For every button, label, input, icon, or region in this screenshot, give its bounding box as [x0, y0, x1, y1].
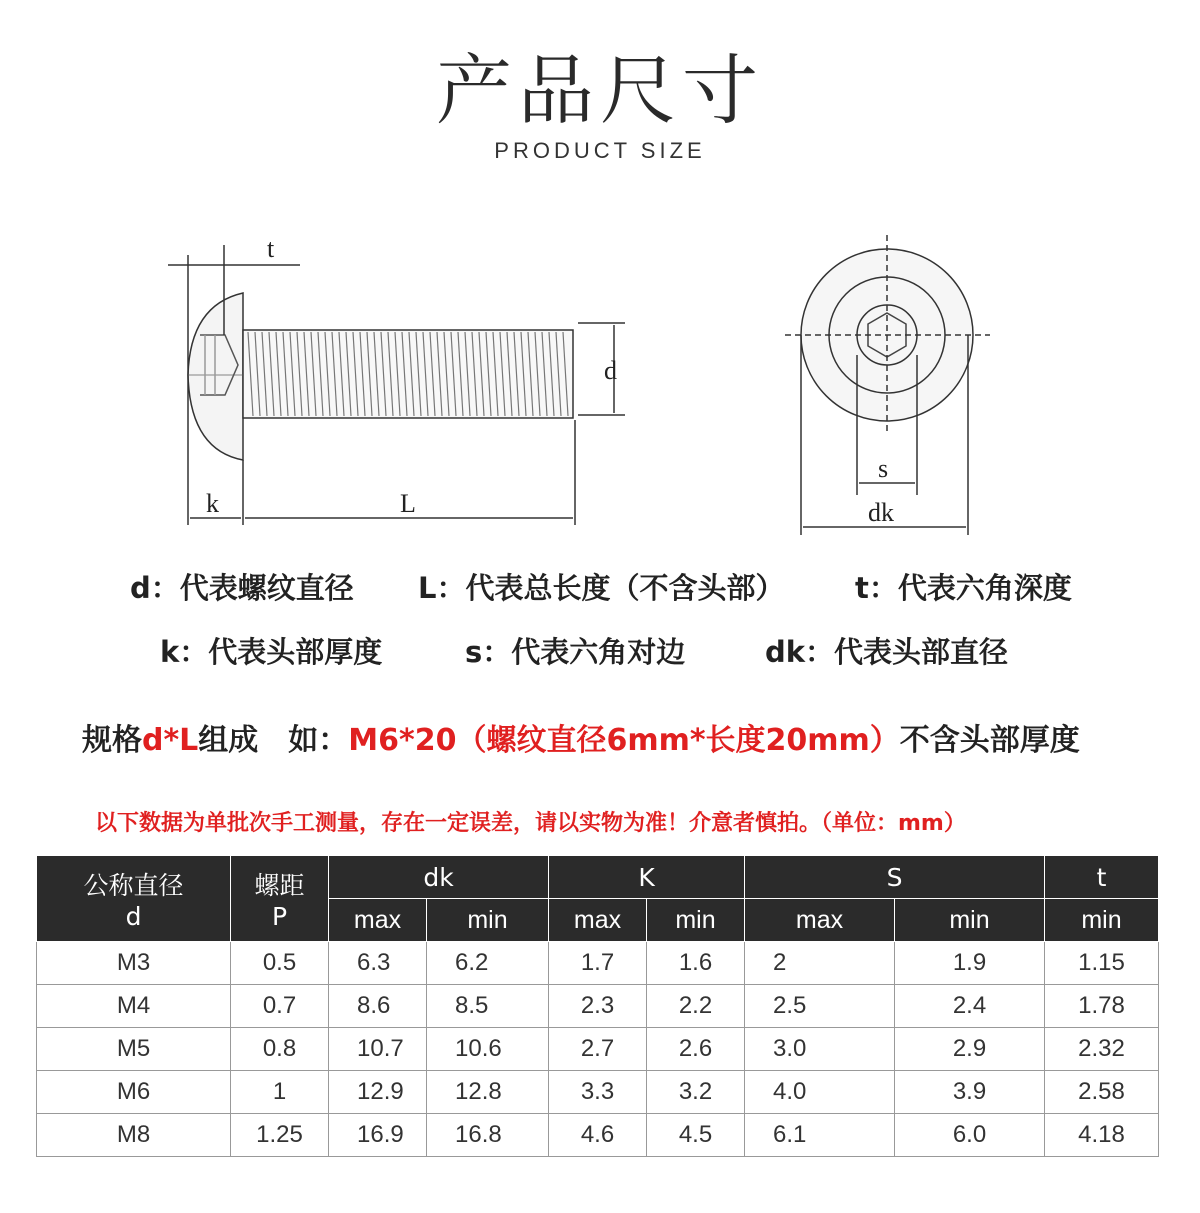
table-cell: 10.7: [329, 1028, 427, 1071]
table-cell: 4.0: [745, 1071, 895, 1114]
table-header-row-1: [37, 856, 1159, 899]
table-body: [37, 942, 1159, 1157]
table-cell: M8: [37, 1114, 231, 1157]
table-cell: 3.0: [745, 1028, 895, 1071]
legend-d: d：代表螺纹直径: [130, 571, 354, 605]
measurement-note: 以下数据为单批次手工测量，存在一定误差，请以实物为准！介意者慎拍。（单位：mm）: [95, 811, 966, 836]
dim-label-k: k: [206, 489, 219, 518]
header-nominal-sub: d: [125, 902, 142, 931]
spec-prefix: 规格: [82, 723, 142, 758]
dim-label-L: L: [400, 489, 416, 518]
spec-example: M6*20（螺纹直径6mm*长度20mm）: [348, 723, 900, 758]
header-dk-min: min: [427, 899, 549, 942]
table-cell: 2.6: [647, 1028, 745, 1071]
legend-t: t：代表六角深度: [855, 571, 1072, 605]
table-cell: 6.3: [329, 942, 427, 985]
table-cell: 10.6: [427, 1028, 549, 1071]
table-cell: 2.7: [549, 1028, 647, 1071]
table-cell: M4: [37, 985, 231, 1028]
table-row: [37, 1028, 1159, 1071]
header-dk: dk: [329, 856, 549, 899]
table-cell: 2.32: [1045, 1028, 1159, 1071]
header-t: t: [1045, 856, 1159, 899]
page-title: 产品尺寸: [436, 46, 764, 135]
table-cell: 1.7: [549, 942, 647, 985]
table-cell: 2.5: [745, 985, 895, 1028]
table-cell: 1: [231, 1071, 329, 1114]
table-cell: 3.3: [549, 1071, 647, 1114]
table-cell: 2.58: [1045, 1071, 1159, 1114]
table-cell: 8.5: [427, 985, 549, 1028]
table-cell: 6.2: [427, 942, 549, 985]
header-nominal-diameter: [37, 856, 231, 942]
table-cell: 2.9: [895, 1028, 1045, 1071]
table-cell: 16.8: [427, 1114, 549, 1157]
header-S-max: max: [745, 899, 895, 942]
header-nominal-label: 公称直径: [83, 871, 184, 900]
table-cell: 1.25: [231, 1114, 329, 1157]
spec-suffix: 不含头部厚度: [899, 723, 1080, 758]
dim-label-t: t: [267, 234, 275, 263]
table-cell: 1.15: [1045, 942, 1159, 985]
table-row: [37, 985, 1159, 1028]
dim-label-dk: dk: [868, 498, 894, 527]
page-subtitle: PRODUCT SIZE: [494, 138, 706, 163]
header-t-min: min: [1045, 899, 1159, 942]
table-cell: 8.6: [329, 985, 427, 1028]
table-cell: 16.9: [329, 1114, 427, 1157]
table-cell: M3: [37, 942, 231, 985]
dim-label-s: s: [878, 454, 889, 483]
table-cell: 1.78: [1045, 985, 1159, 1028]
dim-label-d: d: [604, 356, 617, 385]
table-cell: 0.5: [231, 942, 329, 985]
table-cell: 0.7: [231, 985, 329, 1028]
legend-dk: dk：代表头部直径: [765, 635, 1009, 669]
table-cell: 6.0: [895, 1114, 1045, 1157]
header-pitch-sub: P: [271, 902, 288, 931]
size-table: [36, 855, 1159, 1157]
table-cell: 12.9: [329, 1071, 427, 1114]
table-cell: M6: [37, 1071, 231, 1114]
table-cell: 2: [745, 942, 895, 985]
table-cell: 6.1: [745, 1114, 895, 1157]
header-pitch: [231, 856, 329, 942]
table-row: [37, 942, 1159, 985]
header-pitch-label: 螺距: [254, 871, 305, 900]
table-cell: 2.2: [647, 985, 745, 1028]
table-cell: 1.6: [647, 942, 745, 985]
legend-s: s：代表六角对边: [465, 635, 686, 669]
header-dk-max: max: [329, 899, 427, 942]
header-K: K: [549, 856, 745, 899]
header-K-max: max: [549, 899, 647, 942]
table-cell: 2.3: [549, 985, 647, 1028]
spec-middle: 组成 如：: [198, 723, 349, 758]
table-cell: 12.8: [427, 1071, 549, 1114]
legend-k: k：代表头部厚度: [160, 635, 383, 669]
table-cell: 4.18: [1045, 1114, 1159, 1157]
table-cell: M5: [37, 1028, 231, 1071]
header-K-min: min: [647, 899, 745, 942]
header-S: S: [745, 856, 1045, 899]
table-cell: 2.4: [895, 985, 1045, 1028]
table-cell: 1.9: [895, 942, 1045, 985]
spec-dl: d*L: [142, 723, 199, 758]
header-S-min: min: [895, 899, 1045, 942]
table-cell: 0.8: [231, 1028, 329, 1071]
table-cell: 3.2: [647, 1071, 745, 1114]
screw-diagram: [130, 225, 1030, 555]
table-cell: 4.6: [549, 1114, 647, 1157]
spec-line: [82, 715, 1080, 759]
table-cell: 3.9: [895, 1071, 1045, 1114]
table-row: [37, 1114, 1159, 1157]
table-row: [37, 1071, 1159, 1114]
legend-L: L：代表总长度（不含头部）: [418, 571, 785, 605]
table-cell: 4.5: [647, 1114, 745, 1157]
